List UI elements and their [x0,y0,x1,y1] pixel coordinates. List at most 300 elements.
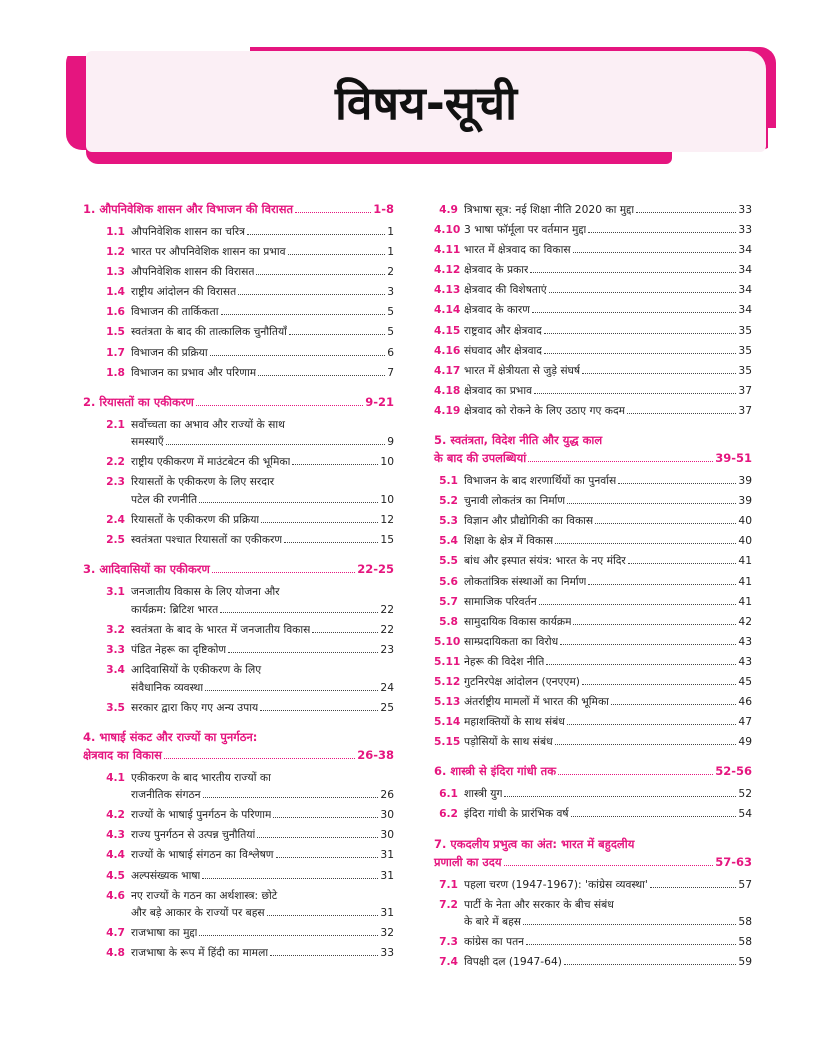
dot-leader [549,292,737,293]
dot-leader [312,632,378,633]
entry-title-row [464,633,752,651]
section-number: 4.19 [434,403,461,417]
dot-leader [611,704,736,705]
chapter-title: क्षेत्रवाद का विकास [83,747,162,762]
entry-title-row [131,786,394,804]
entry-title-row [464,593,752,611]
page-number: 25 [380,700,394,714]
page-number: 23 [380,642,394,656]
dot-leader [205,690,378,691]
dot-leader [532,312,736,313]
entry-title-row [131,806,394,824]
page-number: 24 [380,680,394,694]
entry-title: भारत में क्षेत्रीयता से जुड़े संघर्ष [464,363,581,377]
dot-leader [544,333,737,334]
entry-title-row [464,785,752,803]
entry-title-row [131,364,394,382]
chapter-title: 2. रियासतों का एकीकरण [83,394,194,409]
chapter-title: 1. औपनिवेशिक शासन और विभाजन की विरासत [83,202,294,216]
entry-title: विभाजन की प्रक्रिया [131,345,208,359]
dot-leader [238,294,385,295]
section-number: 1.3 [106,265,125,279]
toc-entry [434,653,752,671]
entry-body [464,805,752,823]
section-number: 4.10 [434,223,461,237]
page-number: 40 [738,534,752,548]
chapter-gap [83,551,394,560]
entry-title-row [464,261,752,279]
chapter-title: के बाद की उपलब्धियां [434,451,527,466]
entry-body [131,344,394,362]
entry-title-row [464,221,752,239]
entry-body [464,953,752,971]
section-number: 4.2 [106,808,125,822]
page-number: 10 [380,455,394,469]
entry-title-row [464,573,752,591]
entry-title: पंडित नेहरू का दृष्टिकोण [131,642,227,656]
entry-title: क्षेत्रवाद के कारण [464,303,531,317]
entry-title: नेहरू की विदेश नीति [464,654,545,668]
entry-body [464,342,752,360]
entry-title: संवैधानिक व्यवस्था [131,680,204,694]
entry-body [131,453,394,471]
section-number: 7.4 [439,955,458,969]
toc-entry [83,364,394,382]
entry-title: त्रिभाषा सूत्र: नई शिक्षा नीति 2020 का मुद्दा [464,203,635,216]
toc-entry [83,323,394,341]
dot-leader [247,234,385,235]
entry-body [131,263,394,281]
toc-entry [83,699,394,717]
entry-body [131,531,394,549]
entry-title-row [131,601,394,619]
page-number: 33 [380,946,394,960]
entry-body [131,243,394,261]
toc-entry [434,613,752,631]
entry-body [464,785,752,803]
toc-entry [83,806,394,824]
chapter-pages: 57-63 [715,854,752,869]
entry-title: क्षेत्रवाद का प्रभाव [464,383,533,397]
dot-leader [528,461,713,462]
entry-title: नए राज्यों के गठन का अर्थशास्त्र: छोटे [131,888,278,902]
dot-leader [295,212,371,213]
section-number: 4.13 [434,283,461,297]
entry-body [464,362,752,380]
dot-leader [588,232,736,233]
toc-entry [434,532,752,550]
entry-title: सामाजिक परिवर्तन [464,594,537,608]
dot-leader [560,644,736,645]
entry-title: विपक्षी दल (1947-64) [464,955,562,969]
section-number: 4.16 [434,343,461,357]
entry-title: रियासतों के एकीकरण के लिए सरदार [131,475,275,489]
dot-leader [261,522,378,523]
page-number: 31 [380,868,394,882]
dot-leader [221,314,386,315]
page-number: 26 [380,788,394,802]
page-number: 45 [738,674,752,688]
entry-body [464,532,752,550]
toc-entry [434,281,752,299]
entry-body [464,322,752,340]
entry-body [464,552,752,570]
entry-title: महाशक्तियों के साथ संबंध [464,715,565,729]
page-number: 34 [738,283,752,297]
entry-title-row [131,924,394,942]
toc-entry [83,621,394,639]
entry-title: समस्याएँ [131,435,164,449]
page-number: 33 [738,223,752,237]
chapter-heading [83,200,394,218]
section-number: 4.1 [106,770,125,784]
entry-body [464,653,752,671]
section-number: 1.5 [106,325,125,339]
entry-title: विभाजन की तार्किकता [131,305,219,319]
page-number: 41 [738,554,752,568]
section-number: 2.2 [106,455,125,469]
section-number: 5.11 [434,654,461,668]
entry-title: राज्यों के भाषाई संगठन का विश्लेषण [131,848,274,862]
section-number: 4.5 [106,868,125,882]
entry-title: अंतर्राष्ट्रीय मामलों में भारत की भूमिका [464,695,609,709]
section-number: 5.5 [439,554,458,568]
toc-entry [434,552,752,570]
toc-entry [434,492,752,510]
dot-leader [567,503,736,504]
entry-title: स्वतंत्रता के बाद के भारत में जनजातीय विकास [131,622,311,636]
entry-title: राजभाषा के रूप में हिंदी का मामला [131,946,269,960]
toc-entry [434,673,752,691]
dot-leader [628,563,737,564]
entry-title: 3 भाषा फॉर्मूला पर वर्तमान मुद्दा [464,223,587,237]
entry-body [464,633,752,651]
section-number: 4.18 [434,383,461,397]
toc-entry [83,826,394,844]
chapter-title-line [83,746,394,764]
entry-title: राष्ट्रीय एकीकरण में माउंटबेटन की भूमिका [131,455,291,469]
page-number: 52 [738,787,752,801]
dot-leader [212,572,355,573]
toc-entry [434,512,752,530]
page-number: 34 [738,243,752,257]
section-number: 4.15 [434,323,461,337]
entry-body [131,846,394,864]
entry-body [464,876,752,894]
entry-body [131,223,394,241]
toc-entry [434,342,752,360]
toc-entry [434,953,752,971]
entry-body [131,364,394,382]
section-number: 5.4 [439,534,458,548]
page-number: 15 [380,533,394,547]
entry-title: इंदिरा गांधी के प्रारंभिक वर्ष [464,807,569,821]
toc-entry [83,531,394,549]
page-number: 37 [738,403,752,417]
section-number: 6.1 [439,787,458,801]
entry-title-row [131,699,394,717]
toc-entry [83,223,394,241]
dot-leader [267,915,379,916]
section-number: 6.2 [439,807,458,821]
section-number: 5.8 [439,614,458,628]
entry-title-row [464,281,752,299]
chapter-title-line [434,853,752,871]
chapter-gap [83,384,394,393]
page-number: 30 [380,828,394,842]
entry-body [464,896,752,931]
entry-title-row [464,693,752,711]
dot-leader [573,624,736,625]
section-number: 1.2 [106,245,125,259]
section-number: 5.10 [434,634,461,648]
toc-entry [434,362,752,380]
entry-body [131,826,394,844]
chapter-title-line [434,449,752,467]
entry-body [464,573,752,591]
dot-leader [284,542,378,543]
toc-entry [83,473,394,508]
entry-title: संघवाद और क्षेत्रवाद [464,343,542,357]
page-number: 5 [387,325,394,339]
toc-entry [83,303,394,321]
page-number: 12 [380,513,394,527]
toc-entry [83,344,394,362]
page-number: 6 [387,345,394,359]
entry-title: पार्टी के नेता और सरकार के बीच संबंध [464,897,614,911]
entry-title: सर्वोच्चता का अभाव और राज्यों के साथ [131,417,285,431]
page-number: 41 [738,574,752,588]
section-number: 4.11 [434,243,461,257]
toc-entry [434,261,752,279]
entry-title-row [131,826,394,844]
chapter-title-line [83,728,394,746]
section-number: 3.2 [106,622,125,636]
entry-title: जनजातीय विकास के लिए योजना और [131,585,280,599]
entry-body [131,867,394,885]
entry-title-row [131,904,394,922]
dot-leader [292,464,378,465]
entry-title: सरकार द्वारा किए गए अन्य उपाय [131,700,259,714]
entry-title-row [131,621,394,639]
entry-body [464,301,752,319]
toc-entry [434,785,752,803]
entry-body [131,416,394,451]
section-number: 5.12 [434,674,461,688]
entry-title: चुनावी लोकतंत्र का निर्माण [464,494,566,508]
toc-entry [83,769,394,804]
dot-leader [257,837,378,838]
banner-cut-right [768,128,798,168]
entry-title-row [131,453,394,471]
entry-title: पटेल की रणनीति [131,492,198,506]
toc-entry [434,301,752,319]
chapter-pages: 1-8 [373,202,394,216]
dot-leader [220,612,378,613]
dot-leader [595,523,736,524]
entry-title-row [464,301,752,319]
toc-entry [83,243,394,261]
entry-title: रियासतों के एकीकरण की प्रक्रिया [131,513,260,527]
toc-entry [434,322,752,340]
entry-title-row [464,512,752,530]
entry-title-row [464,913,752,931]
chapter-title-line [83,393,394,411]
entry-title: राष्ट्रीय आंदोलन की विरासत [131,285,237,299]
entry-body [131,621,394,639]
dot-leader [544,353,736,354]
entry-title-row [131,263,394,281]
section-number: 2.3 [106,475,125,489]
page-number: 43 [738,654,752,668]
toc-entry [83,263,394,281]
dot-leader [539,604,737,605]
dot-leader [289,334,385,335]
section-number: 4.6 [106,888,125,902]
section-number: 5.6 [439,574,458,588]
toc-entry [83,283,394,301]
entry-title-row [131,944,394,962]
entry-title: बांध और इस्पात संयंत्र: भारत के नए मंदिर [464,554,626,568]
toc-entry [434,733,752,751]
dot-leader [582,684,736,685]
entry-title: कांग्रेस का पतन [464,935,525,949]
dot-leader [534,393,736,394]
page-number: 40 [738,514,752,528]
entry-body [464,261,752,279]
toc-entry [434,896,752,931]
entry-body [131,699,394,717]
chapter-gap [83,719,394,728]
section-number: 4.14 [434,303,461,317]
entry-body [464,733,752,751]
dot-leader [558,774,713,775]
entry-title-row [464,322,752,340]
entry-title-row [464,733,752,751]
entry-title-row [131,511,394,529]
page-number: 9 [387,435,394,449]
dot-leader [555,744,737,745]
section-number: 3.5 [106,700,125,714]
entry-title-row [464,492,752,510]
entry-body [464,713,752,731]
toc-entry [434,633,752,651]
page-number: 2 [387,265,394,279]
entry-title-row [131,433,394,451]
chapter-title-line [434,762,752,780]
section-number: 7.1 [439,877,458,891]
page-number: 1 [387,245,394,259]
dot-leader [164,758,355,759]
entry-body [131,769,394,804]
page-number: 22 [380,602,394,616]
entry-title-row [464,532,752,550]
dot-leader [526,944,736,945]
entry-title: शिक्षा के क्षेत्र में विकास [464,534,554,548]
entry-title-row [464,805,752,823]
page-number: 46 [738,695,752,709]
dot-leader [210,355,386,356]
entry-title-row [464,241,752,259]
entry-title: शास्त्री युग [464,787,503,801]
section-number: 3.4 [106,663,125,676]
section-number: 7.2 [439,897,458,911]
entry-title-row [131,679,394,697]
page-number: 47 [738,715,752,729]
dot-leader [588,584,736,585]
dot-leader [228,652,378,653]
section-number: 7.3 [439,935,458,949]
entry-title: कार्यक्रम: ब्रिटिश भारत [131,602,219,616]
entry-title-row [464,613,752,631]
page-number: 58 [738,935,752,949]
section-number: 2.5 [106,533,125,547]
entry-title-row [464,472,752,490]
page-number: 35 [738,363,752,377]
section-number: 1.4 [106,285,125,299]
entry-title-row [464,402,752,420]
dot-leader [573,252,737,253]
entry-title: विज्ञान और प्रौद्योगिकी का विकास [464,514,594,528]
toc-entry [83,944,394,962]
page-number: 34 [738,263,752,277]
entry-title: पड़ोसियों के साथ संबंध [464,735,553,749]
entry-title: राज्यों के भाषाई पुनर्गठन के परिणाम [131,808,272,822]
chapter-title: 7. एकदलीय प्रभुत्व का अंत: भारत में बहुदलीय [434,836,635,851]
dot-leader [627,413,736,414]
chapter-title: प्रणाली का उदय [434,854,502,869]
page-number: 37 [738,383,752,397]
entry-title-row [131,641,394,659]
entry-title: स्वतंत्रता के बाद की तात्कालिक चुनौतियाँ [131,325,287,339]
page-number: 59 [738,955,752,969]
toc-entry [434,693,752,711]
dot-leader [276,857,379,858]
entry-title: राजनीतिक संगठन [131,788,201,802]
entry-body [131,806,394,824]
entry-title: स्वतंत्रता पश्चात रियासतों का एकीकरण [131,533,283,547]
page-number: 3 [387,285,394,299]
dot-leader [270,955,378,956]
dot-leader [546,664,736,665]
entry-title-row [464,933,752,951]
entry-title: एकीकरण के बाद भारतीय राज्यों का [131,770,271,784]
entry-title-row [131,243,394,261]
toc-entry [434,876,752,894]
chapter-pages: 22-25 [357,562,394,577]
dot-leader [618,483,736,484]
entry-title-row [131,223,394,241]
chapter-title-line [83,200,394,218]
entry-body [464,201,752,219]
dot-leader [567,724,737,725]
section-number: 1.8 [106,365,125,379]
entry-title-row [131,491,394,509]
toc-entry [434,593,752,611]
page-number: 34 [738,303,752,317]
page-number: 32 [380,926,394,940]
section-number: 4.8 [106,946,125,960]
toc-entry [83,511,394,529]
chapter-title: 5. स्वतंत्रता, विदेश नीति और युद्ध काल [434,433,603,448]
dot-leader [523,924,736,925]
section-number: 1.1 [106,225,125,238]
chapter-pages: 26-38 [357,747,394,762]
dot-leader [196,405,363,406]
entry-body [464,693,752,711]
chapter-title: 6. शास्त्री से इंदिरा गांधी तक [434,764,557,779]
section-number: 3.1 [106,585,125,599]
